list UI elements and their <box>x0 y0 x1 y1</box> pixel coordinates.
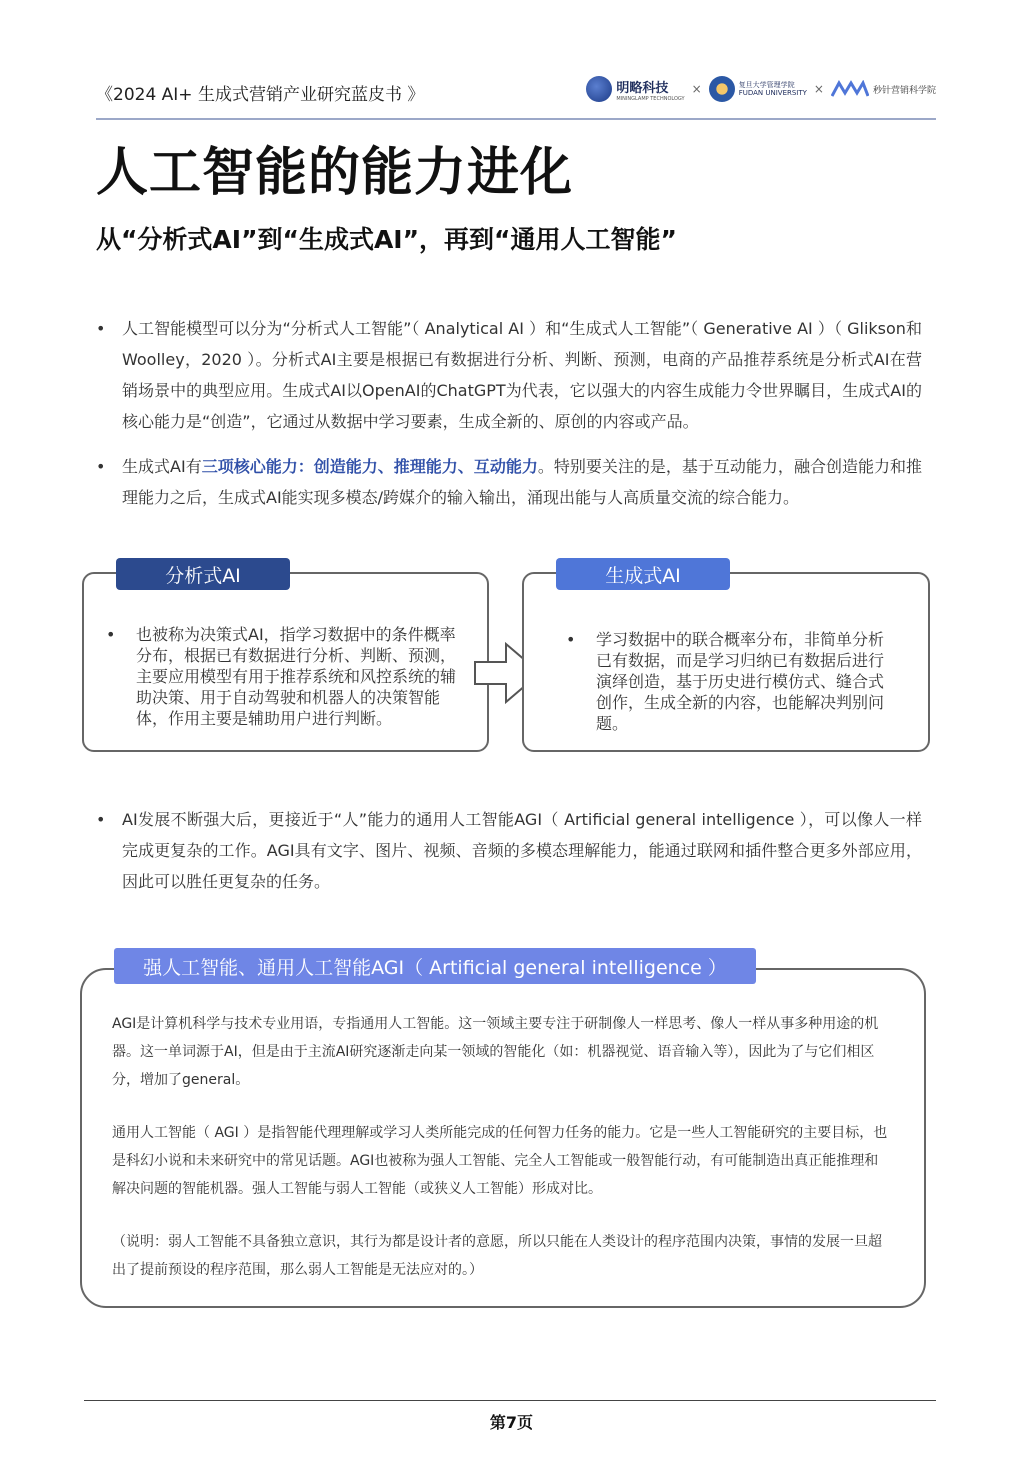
bullet-icon: • <box>106 625 116 644</box>
bullet-icon: • <box>566 630 576 649</box>
separator: × <box>813 82 824 96</box>
analytical-ai-tag: 分析式AI <box>116 558 290 590</box>
agi-paragraph-1: AGI是计算机科学与技术专业用语，专指通用人工智能。这一领域主要专注于研制像人一样思考、像人一样从事多种用途的机器。这一单词源于AI，但是由于主流AI研究逐渐走向某一领域的智能化（如：机器视觉、语音输入等），因此为了与它们相区分，增加了general。 <box>112 1016 879 1088</box>
generative-ai-tag: 生成式AI <box>556 558 730 590</box>
para2-prefix: 生成式AI有 <box>122 457 202 476</box>
bullet-icon: • <box>96 457 106 476</box>
bullet-icon: • <box>96 319 106 338</box>
para2-highlight: 三项核心能力：创造能力、推理能力、互动能力 <box>201 457 538 476</box>
miaozhen-logo-icon <box>831 80 869 98</box>
generative-ai-text: 学习数据中的联合概率分布，非简单分析已有数据，而是学习归纳已有数据后进行演绎创造，基于历史进行模仿式、缝合式创作，生成全新的内容，也能解决判别问题。 <box>596 630 885 733</box>
page-subtitle: 从“分析式AI”到“生成式AI”，再到“通用人工智能” <box>96 225 677 254</box>
paragraph-agi <box>96 804 922 897</box>
agi-tag: 强人工智能、通用人工智能AGI（ Artificial general intelligence ） <box>114 948 756 984</box>
paragraph-text: AI发展不断强大后，更接近于“人”能力的通用人工智能AGI（ Artificial general intelligence ），可以像人一样完成更复杂的工作。AGI具有文字、图片、视频、音频的多模态理解能力，能通过联网和插件整合更多外部应用，因此可以胜任更复杂的任务。 <box>122 810 922 891</box>
fudan-seal-icon <box>709 76 735 102</box>
agi-paragraph-2: 通用人工智能（ AGI ）是指智能代理理解或学习人类所能完成的任何智力任务的能力。它是一些人工智能研究的主要目标，也是科幻小说和未来研究中的常见话题。AGI也被称为强人工智能、完全人工智能或一般智能行动，有可能制造出真正能推理和解决问题的智能机器。强人工智能与弱人工智能（或狭义人工智能）形成对比。 <box>112 1125 888 1197</box>
paragraph-core-abilities <box>96 451 922 513</box>
partner-logos <box>586 76 936 102</box>
mininglamp-sub: MININGLAMP TECHNOLOGY <box>616 95 685 102</box>
miaozhen-name: 秒针营销科学院 <box>872 85 936 96</box>
analytical-ai-description <box>106 624 460 729</box>
separator: × <box>691 82 702 96</box>
generative-ai-description <box>566 629 884 734</box>
mininglamp-name: 明略科技 <box>616 80 669 96</box>
fudan-logo <box>739 81 807 97</box>
para2-suffix: 。特别要关注的是，基于互动能力，融合创造能力和推理能力之后，生成式AI能实现多模态/跨媒介的输入输出，涌现出能与人高质量交流的综合能力。 <box>122 457 922 507</box>
footer-divider <box>84 1400 936 1401</box>
paragraph-text: 人工智能模型可以分为“分析式人工智能”（ Analytical AI ）和“生成式人工智能”（ Generative AI ）（ Glikson和Woolley，2020 ）。分析式AI主要是根据已有数据进行分析、判断、预测，电商的产品推荐系统是分析式AI在营销场景中的典型应用。生成式AI以OpenAI的ChatGPT为代表，它以强大的内容生成能力令世界瞩目，生成式AI的核心能力是“创造”，它通过从数据中学习要素，生成全新的、原创的内容或产品。 <box>122 319 922 431</box>
fudan-sub: FUDAN UNIVERSITY <box>738 89 807 97</box>
paragraph-ai-types <box>96 313 922 437</box>
mininglamp-logo-icon <box>586 76 612 102</box>
page-header <box>96 74 936 120</box>
report-title: 《2024 AI+ 生成式营销产业研究蓝皮书 》 <box>96 85 425 105</box>
fudan-name: 复旦大学管理学院 <box>738 81 795 89</box>
analytical-ai-text: 也被称为决策式AI，指学习数据中的条件概率分布，根据已有数据进行分析、判断、预测，主要应用模型有用于推荐系统和风控系统的辅助决策、用于自动驾驶和机器人的决策智能体，作用主要是辅助用户进行判断。 <box>136 625 457 728</box>
bullet-icon: • <box>96 810 106 829</box>
agi-paragraph-3: （说明：弱人工智能不具备独立意识，其行为都是设计者的意愿，所以只能在人类设计的程序范围内决策，事情的发展一旦超出了提前预设的程序范围，那么弱人工智能是无法应对的。） <box>112 1234 882 1278</box>
page-number: 第7页 <box>489 1413 534 1432</box>
page-title: 人工智能的能力进化 <box>96 143 574 203</box>
mininglamp-logo <box>616 77 684 102</box>
paragraph-text <box>122 451 922 513</box>
